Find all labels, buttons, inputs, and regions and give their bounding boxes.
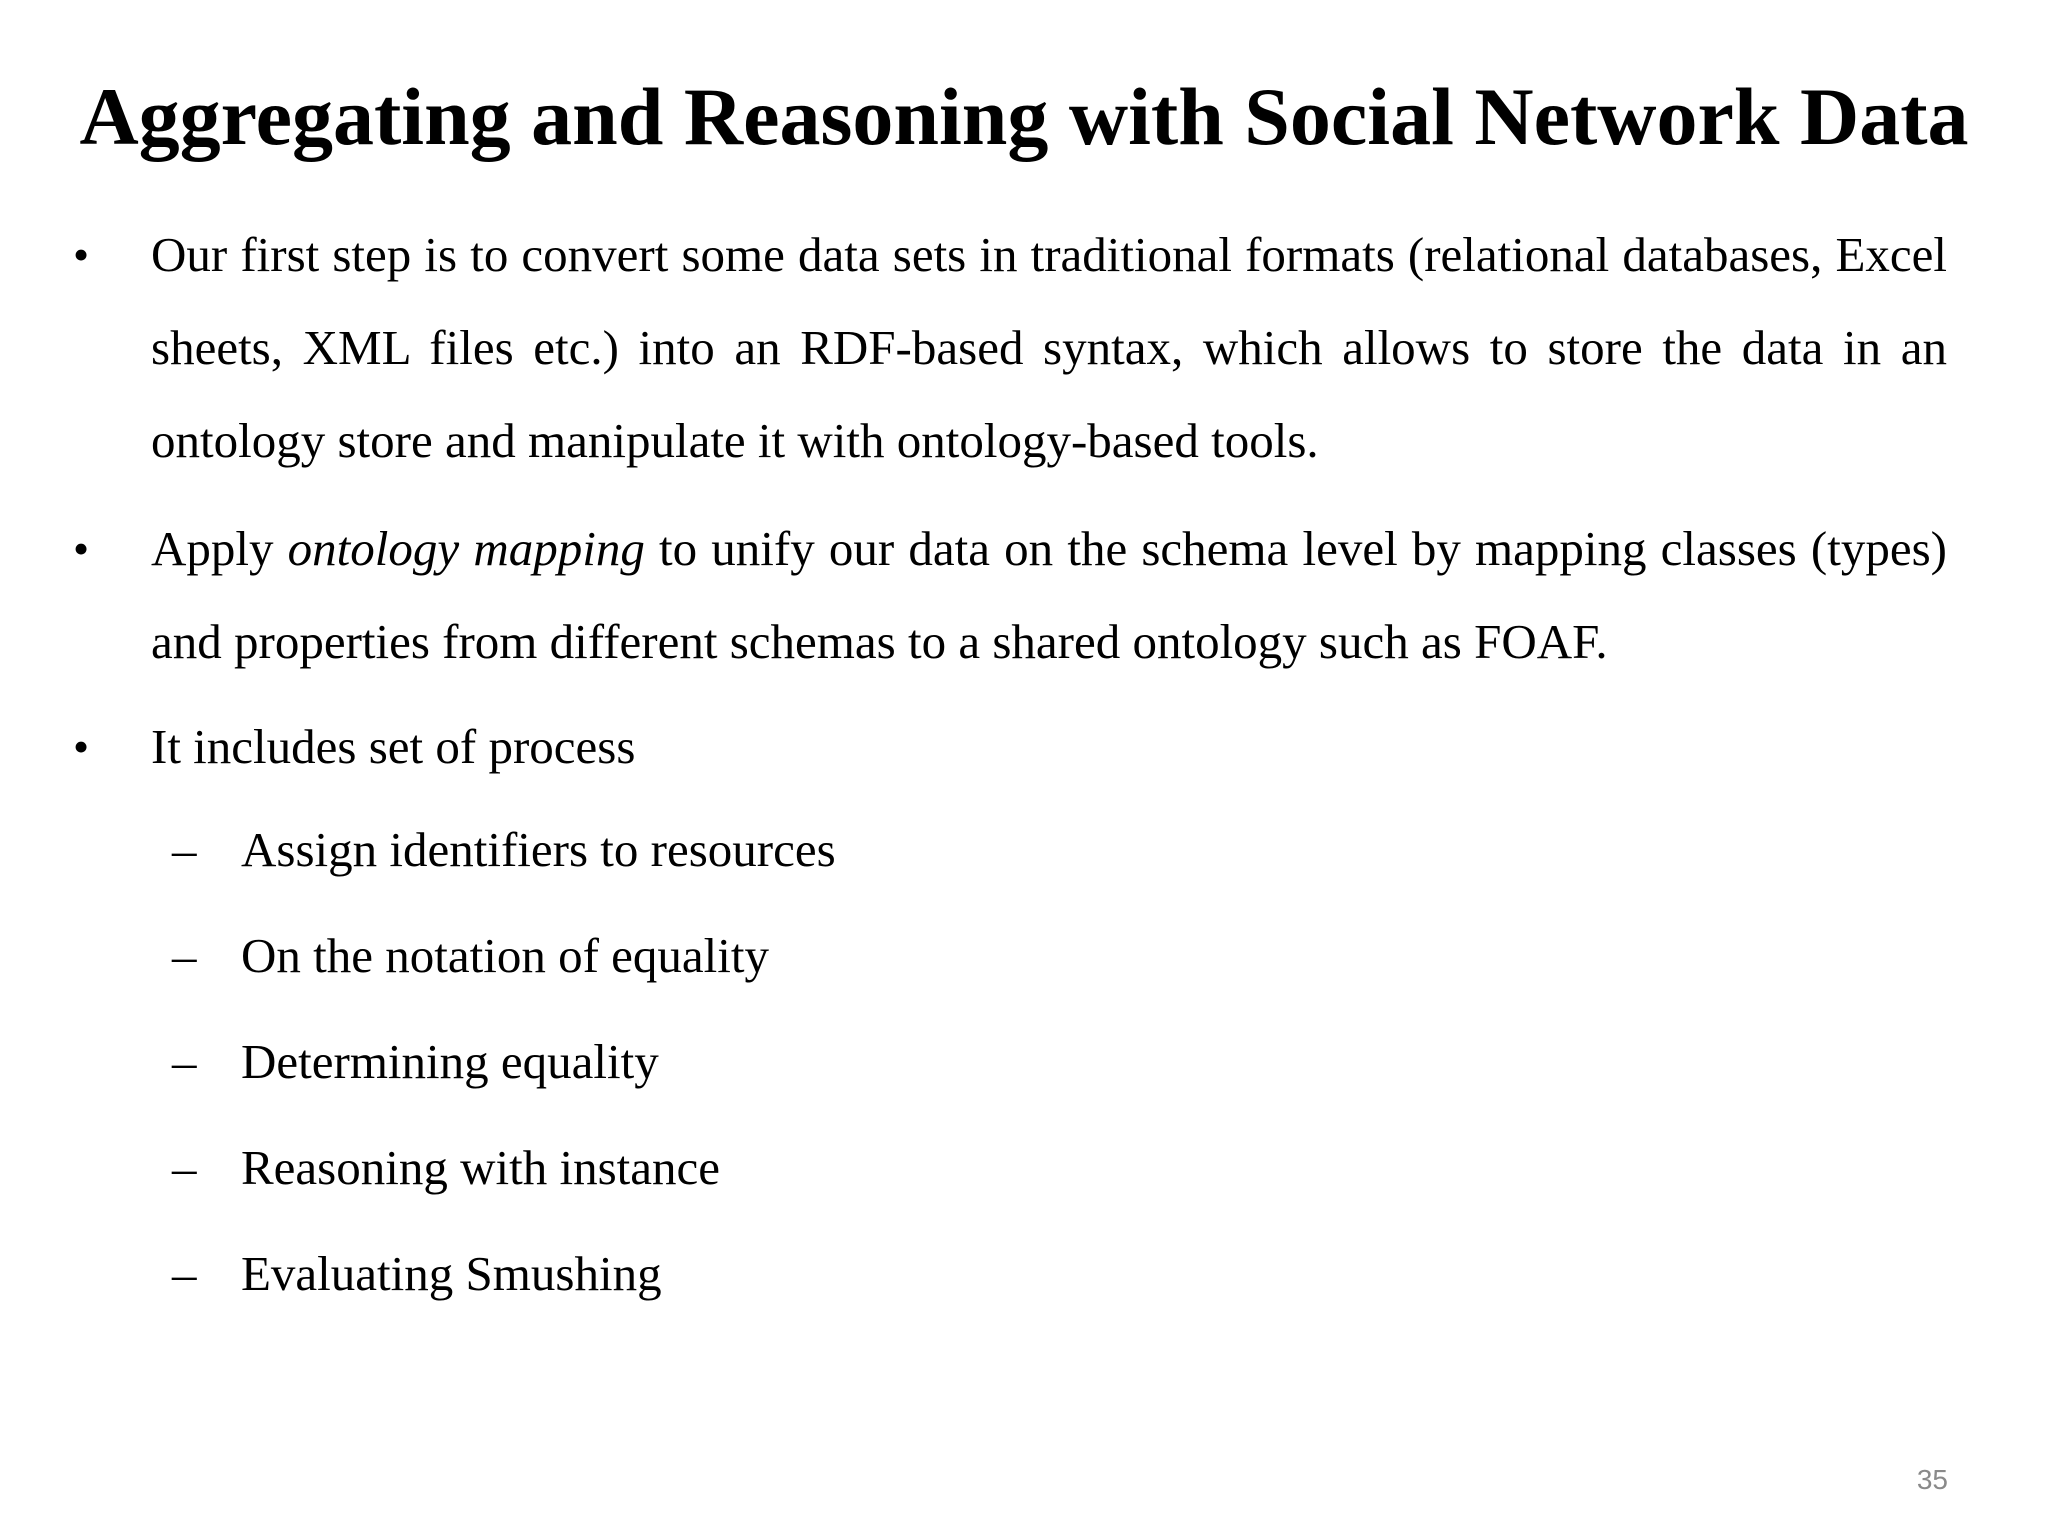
dash-icon: – [172,1246,197,1301]
sub-item-text: On the notation of equality [241,928,769,983]
bullet-text-start: Apply [151,521,288,576]
dash-icon: – [172,822,197,877]
sub-item-text: Assign identifiers to resources [241,822,836,877]
bullet-text: Our first step is to convert some data sets in traditional formats (relational databases, Excel sheets, XML files etc.) into an RDF-based syntax, which allows to store the data in an ontology store and manipulate it with ontology-based tools. [151,227,1947,468]
dash-icon: – [172,1034,197,1089]
bullet-text [151,502,1947,688]
slide-title: Aggregating and Reasoning with Social Network Data [79,71,1969,162]
page-number: 35 [1916,1464,1948,1495]
bullet-text: It includes set of process [151,719,636,774]
sub-item-text: Determining equality [241,1034,659,1089]
bullet-icon: • [73,721,90,772]
sub-item-text: Reasoning with instance [241,1140,721,1195]
bullet-text-end: to unify our data on the schema level by mapping classes (types) and properties from different schemas to a shared ontology such as FOAF. [151,521,1947,669]
bullet-icon: • [73,229,90,280]
bullet-icon: • [73,523,90,574]
dash-icon: – [172,1140,197,1195]
sub-item-text: Evaluating Smushing [241,1246,662,1301]
bullet-text-emphasis: ontology mapping [287,521,645,576]
dash-icon: – [172,928,197,983]
